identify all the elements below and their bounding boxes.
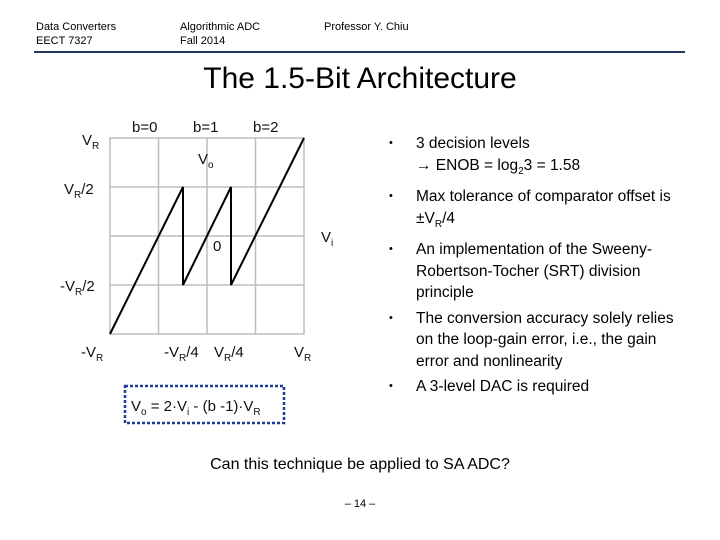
course-name: Data Converters: [36, 21, 117, 33]
term: Fall 2014: [180, 35, 226, 47]
closing-question: Can this technique be applied to SA ADC?: [210, 456, 510, 473]
slide-title: The 1.5-Bit Architecture: [203, 62, 517, 95]
instructor: Professor Y. Chiu: [324, 21, 409, 33]
bullet-list: [389, 133, 689, 398]
bullet-item: [389, 186, 689, 235]
bullet-marker: •: [389, 137, 393, 149]
bullet-item: • 3 decision levels → ENOB = $\log_23 = 1.58$: [389, 133, 689, 182]
zero-label: 0: [213, 238, 222, 255]
formula: $V_o = 2\cdot V_i - (b$ $-1)\cdot V_R$: [131, 398, 261, 418]
b0-label: b=0: [132, 119, 158, 136]
y-label-neg-vr-half: $-V_R/2$: [60, 278, 95, 298]
y-label-vr-half: $V_R/2$: [64, 181, 94, 201]
bullet-text: 3 decision levels: [416, 135, 530, 152]
bullet-text: The conversion accuracy solely relies on the loop-gain error, i.e., the gain error and nonlinearity: [416, 309, 674, 370]
y-label-vr: $V_R$: [82, 132, 100, 152]
bullet-marker: •: [389, 190, 393, 203]
b2-label: b=2: [253, 119, 279, 136]
bullet-text: A 3-level DAC is required: [416, 378, 590, 396]
topic-name: Algorithmic ADC: [180, 21, 261, 33]
vo-label: $V_o$: [198, 151, 214, 171]
bullet-marker: •: [389, 380, 393, 393]
bullet-item: [389, 308, 689, 373]
b1-label: b=1: [193, 119, 219, 136]
bullet-item: [389, 376, 689, 398]
bullet-text: Max tolerance of comparator offset is $\pm V_R/4$: [416, 188, 671, 230]
bullet-marker: •: [389, 311, 393, 324]
course-code: EECT 7327: [36, 35, 93, 47]
page-number: – 14 –: [344, 498, 376, 510]
x-label-neg-vr: $-V_R$: [81, 344, 104, 364]
bullet-item: [389, 239, 689, 304]
x-label-vr-quarter: $V_R/4$: [214, 344, 244, 364]
x-label-neg-vr-quarter: $-V_R/4$: [164, 344, 199, 364]
x-label-vr: $V_R$: [294, 344, 312, 364]
transfer-curve-diagram: [0, 0, 380, 430]
vi-label: $V_i$: [321, 229, 334, 249]
bullet-marker: •: [389, 243, 393, 256]
bullet-text: An implementation of the Sweeny-Robertson-Tocher (SRT) division principle: [416, 241, 653, 302]
